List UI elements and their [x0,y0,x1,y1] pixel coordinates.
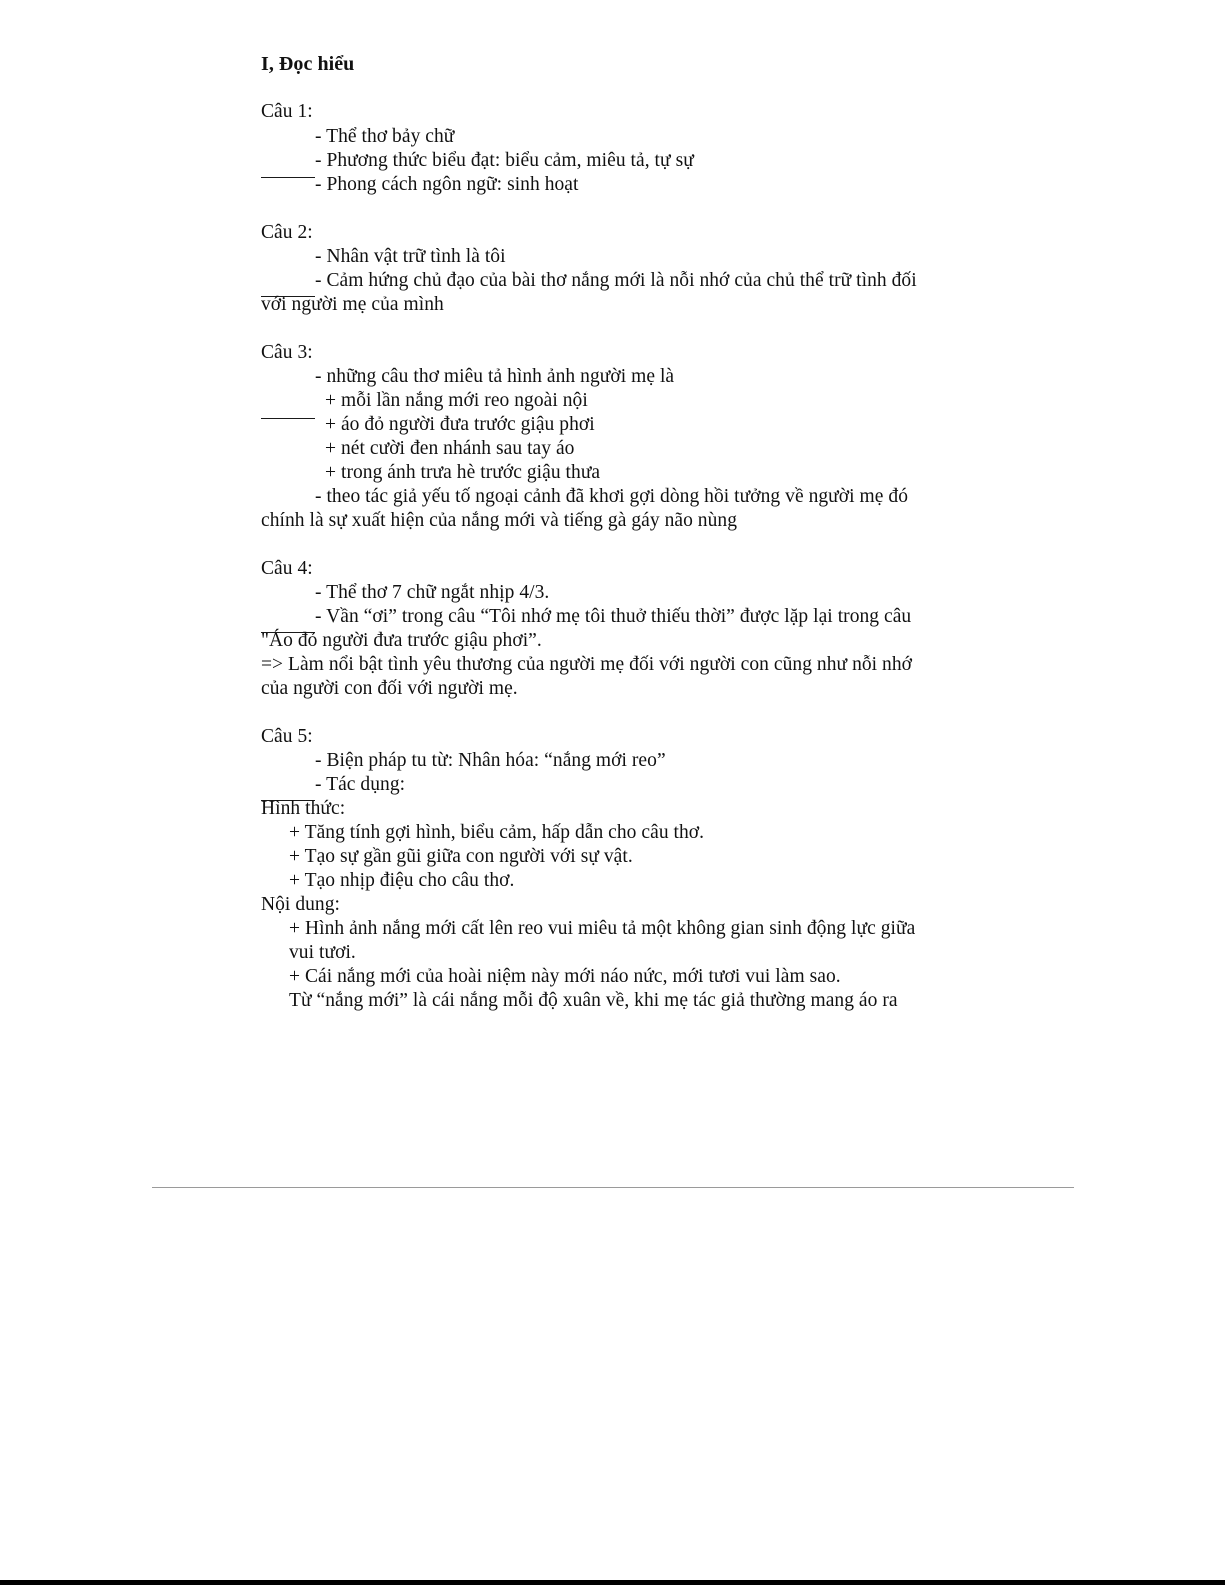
question-2-line: với người mẹ của mình [261,294,444,315]
question-5-line: vui tươi. [289,942,356,963]
question-3-label: Câu 3: [261,342,313,363]
question-2-line: - Cảm hứng chủ đạo của bài thơ nắng mới là nỗi nhớ của chủ thể trữ tình đối [315,270,917,291]
question-4-line: => Làm nổi bật tình yêu thương của người mẹ đối với người con cũng như nỗi nhớ [261,654,913,675]
question-4-line: - Vần “ơi” trong câu “Tôi nhớ mẹ tôi thuở thiếu thời” được lặp lại trong câu [315,606,912,627]
question-5-line: - Tác dụng: [315,774,406,795]
question-3-line: - theo tác giả yếu tố ngoại cảnh đã khơi gợi dòng hồi tưởng về người mẹ đó [315,486,909,507]
margin-rule [261,177,315,178]
bottom-edge-bar [0,1580,1225,1585]
question-5-line: + Hình ảnh nắng mới cất lên reo vui miêu tả một không gian sinh động lực giữa [289,918,916,939]
question-1-line: - Phương thức biểu đạt: biểu cảm, miêu tả, tự sự [315,150,694,171]
question-2-label: Câu 2: [261,222,313,243]
question-3-line: + trong ánh trưa hè trước giậu thưa [325,462,601,483]
question-5-line: + Cái nắng mới của hoài niệm này mới náo nức, mới tươi vui làm sao. [289,966,841,987]
question-5-line: + Tạo sự gần gũi giữa con người với sự vật. [289,846,633,867]
question-3-line: + mỗi lần nắng mới reo ngoài nội [325,390,588,411]
question-4-line: - Thể thơ 7 chữ ngắt nhịp 4/3. [315,582,550,603]
question-5-line: + Tạo nhịp điệu cho câu thơ. [289,870,515,891]
question-5-line: Từ “nắng mới” là cái nắng mỗi độ xuân về, khi mẹ tác giả thường mang áo ra [289,990,898,1011]
question-3-line: + nét cười đen nhánh sau tay áo [325,438,575,459]
page-separator [152,1187,1074,1188]
question-3-line: - những câu thơ miêu tả hình ảnh người mẹ là [315,366,675,387]
question-5-line: Hình thức: [261,798,346,819]
question-1-line: - Phong cách ngôn ngữ: sinh hoạt [315,174,579,195]
question-1-line: - Thể thơ bảy chữ [315,126,455,147]
margin-rule [261,418,315,419]
question-3-line: + áo đỏ người đưa trước giậu phơi [325,414,595,435]
question-5-line: - Biện pháp tu từ: Nhân hóa: “nắng mới reo” [315,750,666,771]
question-1-label: Câu 1: [261,101,313,122]
section-heading: I, Đọc hiểu [261,53,355,75]
question-4-line: "Áo đỏ người đưa trước giậu phơi”. [261,630,542,651]
question-5-line: + Tăng tính gợi hình, biểu cảm, hấp dẫn cho câu thơ. [289,822,705,843]
question-5-label: Câu 5: [261,726,313,747]
question-4-label: Câu 4: [261,558,313,579]
question-4-line: của người con đối với người mẹ. [261,678,518,699]
question-3-line: chính là sự xuất hiện của nắng mới và tiếng gà gáy não nùng [261,510,737,531]
question-5-line: Nội dung: [261,894,340,915]
question-2-line: - Nhân vật trữ tình là tôi [315,246,506,267]
